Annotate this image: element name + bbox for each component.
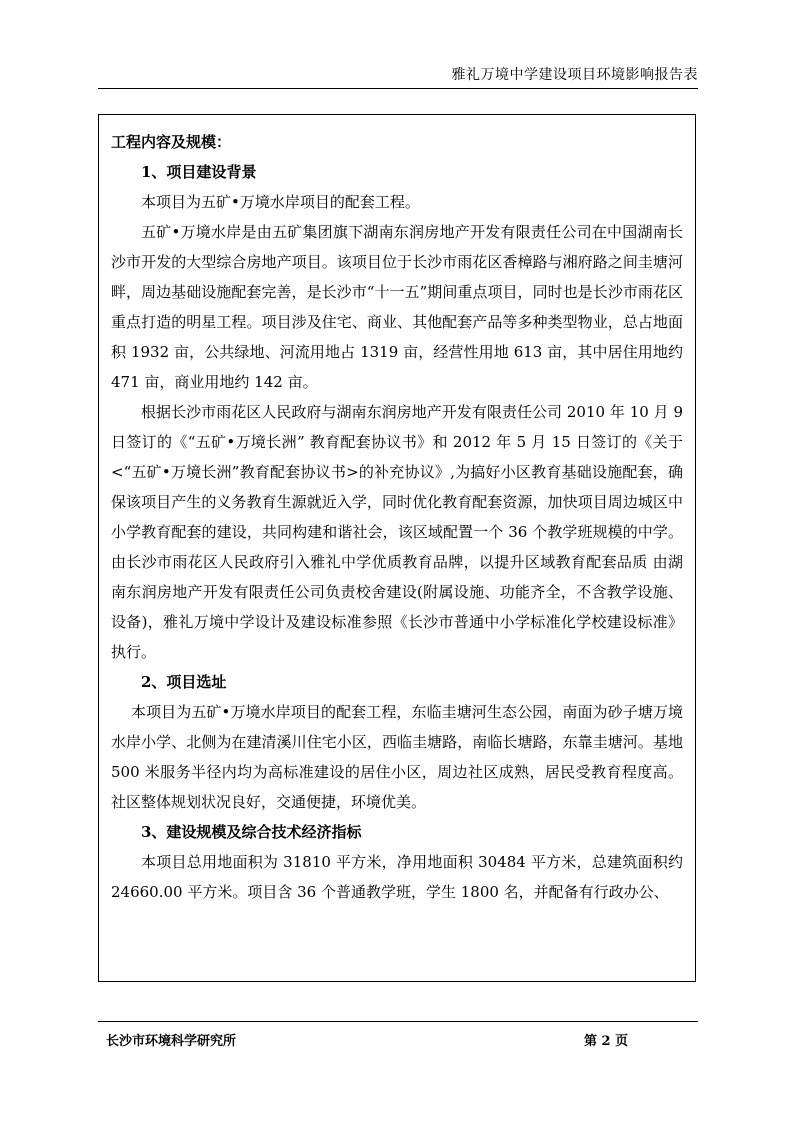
page-number: 第 2 页	[584, 1034, 629, 1049]
subsection-title-location: 2、项目选址	[141, 673, 227, 691]
section-title: 工程内容及规模：	[111, 133, 232, 151]
header-rule	[98, 88, 698, 89]
paragraph: 本项目为五矿•万境水岸项目的配套工程，东临圭塘河生态公园，南面为砂子塘万境水岸小学、北侧为在建清溪川住宅小区，西临圭塘路，南临长塘路，东靠圭塘河。基地 500 米服务半径内均为高标准建设的居住小区，周边社区成熟，居民受教育程度高。社区整体规划状况良好，交通便捷，环境优美。	[111, 703, 683, 811]
subsection-title-scale: 3、建设规模及综合技术经济指标	[141, 823, 362, 841]
footer-rule	[98, 1021, 698, 1022]
paragraph: 本项目为五矿•万境水岸项目的配套工程。	[141, 193, 420, 211]
content-body	[99, 115, 695, 907]
footer-organization: 长沙市环境科学研究所	[106, 1034, 237, 1049]
paragraph: 本项目总用地面积为 31810 平方米，净用地面积 30484 平方米，总建筑面积约 24660.00 平方米。项目含 36 个普通教学班，学生 1800 名，并配备有行政办公、	[111, 853, 683, 901]
paragraph: 五矿•万境水岸是由五矿集团旗下湖南东润房地产开发有限责任公司在中国湖南长沙市开发的大型综合房地产项目。该项目位于长沙市雨花区香樟路与湘府路之间圭塘河畔，周边基础设施配套完善，是长沙市“十一五”期间重点项目，同时也是长沙市雨花区重点打造的明星工程。项目涉及住宅、商业、其他配套产品等多种类型物业，总占地面积 1932 亩，公共绿地、河流用地占 1319 亩，经营性用地 613 亩，其中居住用地约 471 亩，商业用地约 142 亩。	[111, 223, 683, 391]
subsection-title-background: 1、项目建设背景	[141, 163, 257, 181]
paragraph: 根据长沙市雨花区人民政府与湖南东润房地产开发有限责任公司 2010 年 10 月 9 日签订的《“五矿•万境长洲” 教育配套协议书》和 2012 年 5 月 15 日签订的《关于<“五矿•万境长洲”教育配套协议书>的补充协议》,为搞好小区教育基础设施配套，确保该项目产生的义务教育生源就近入学，同时优化教育配套资源，加快项目周边城区中小学教育配套的建设，共同构建和谐社会，该区域配置一个 36 个教学班规模的中学。由长沙市雨花区人民政府引入雅礼中学优质教育品牌，以提升区域教育配套品质 由湖南东润房地产开发有限责任公司负责校舍建设(附属设施、功能齐全，不含教学设施、设备)，雅礼万境中学设计及建设标准参照《长沙市普通中小学标准化学校建设标准》执行。	[111, 403, 683, 661]
content-frame	[98, 114, 696, 982]
document-header-title: 雅礼万境中学建设项目环境影响报告表	[451, 67, 698, 83]
